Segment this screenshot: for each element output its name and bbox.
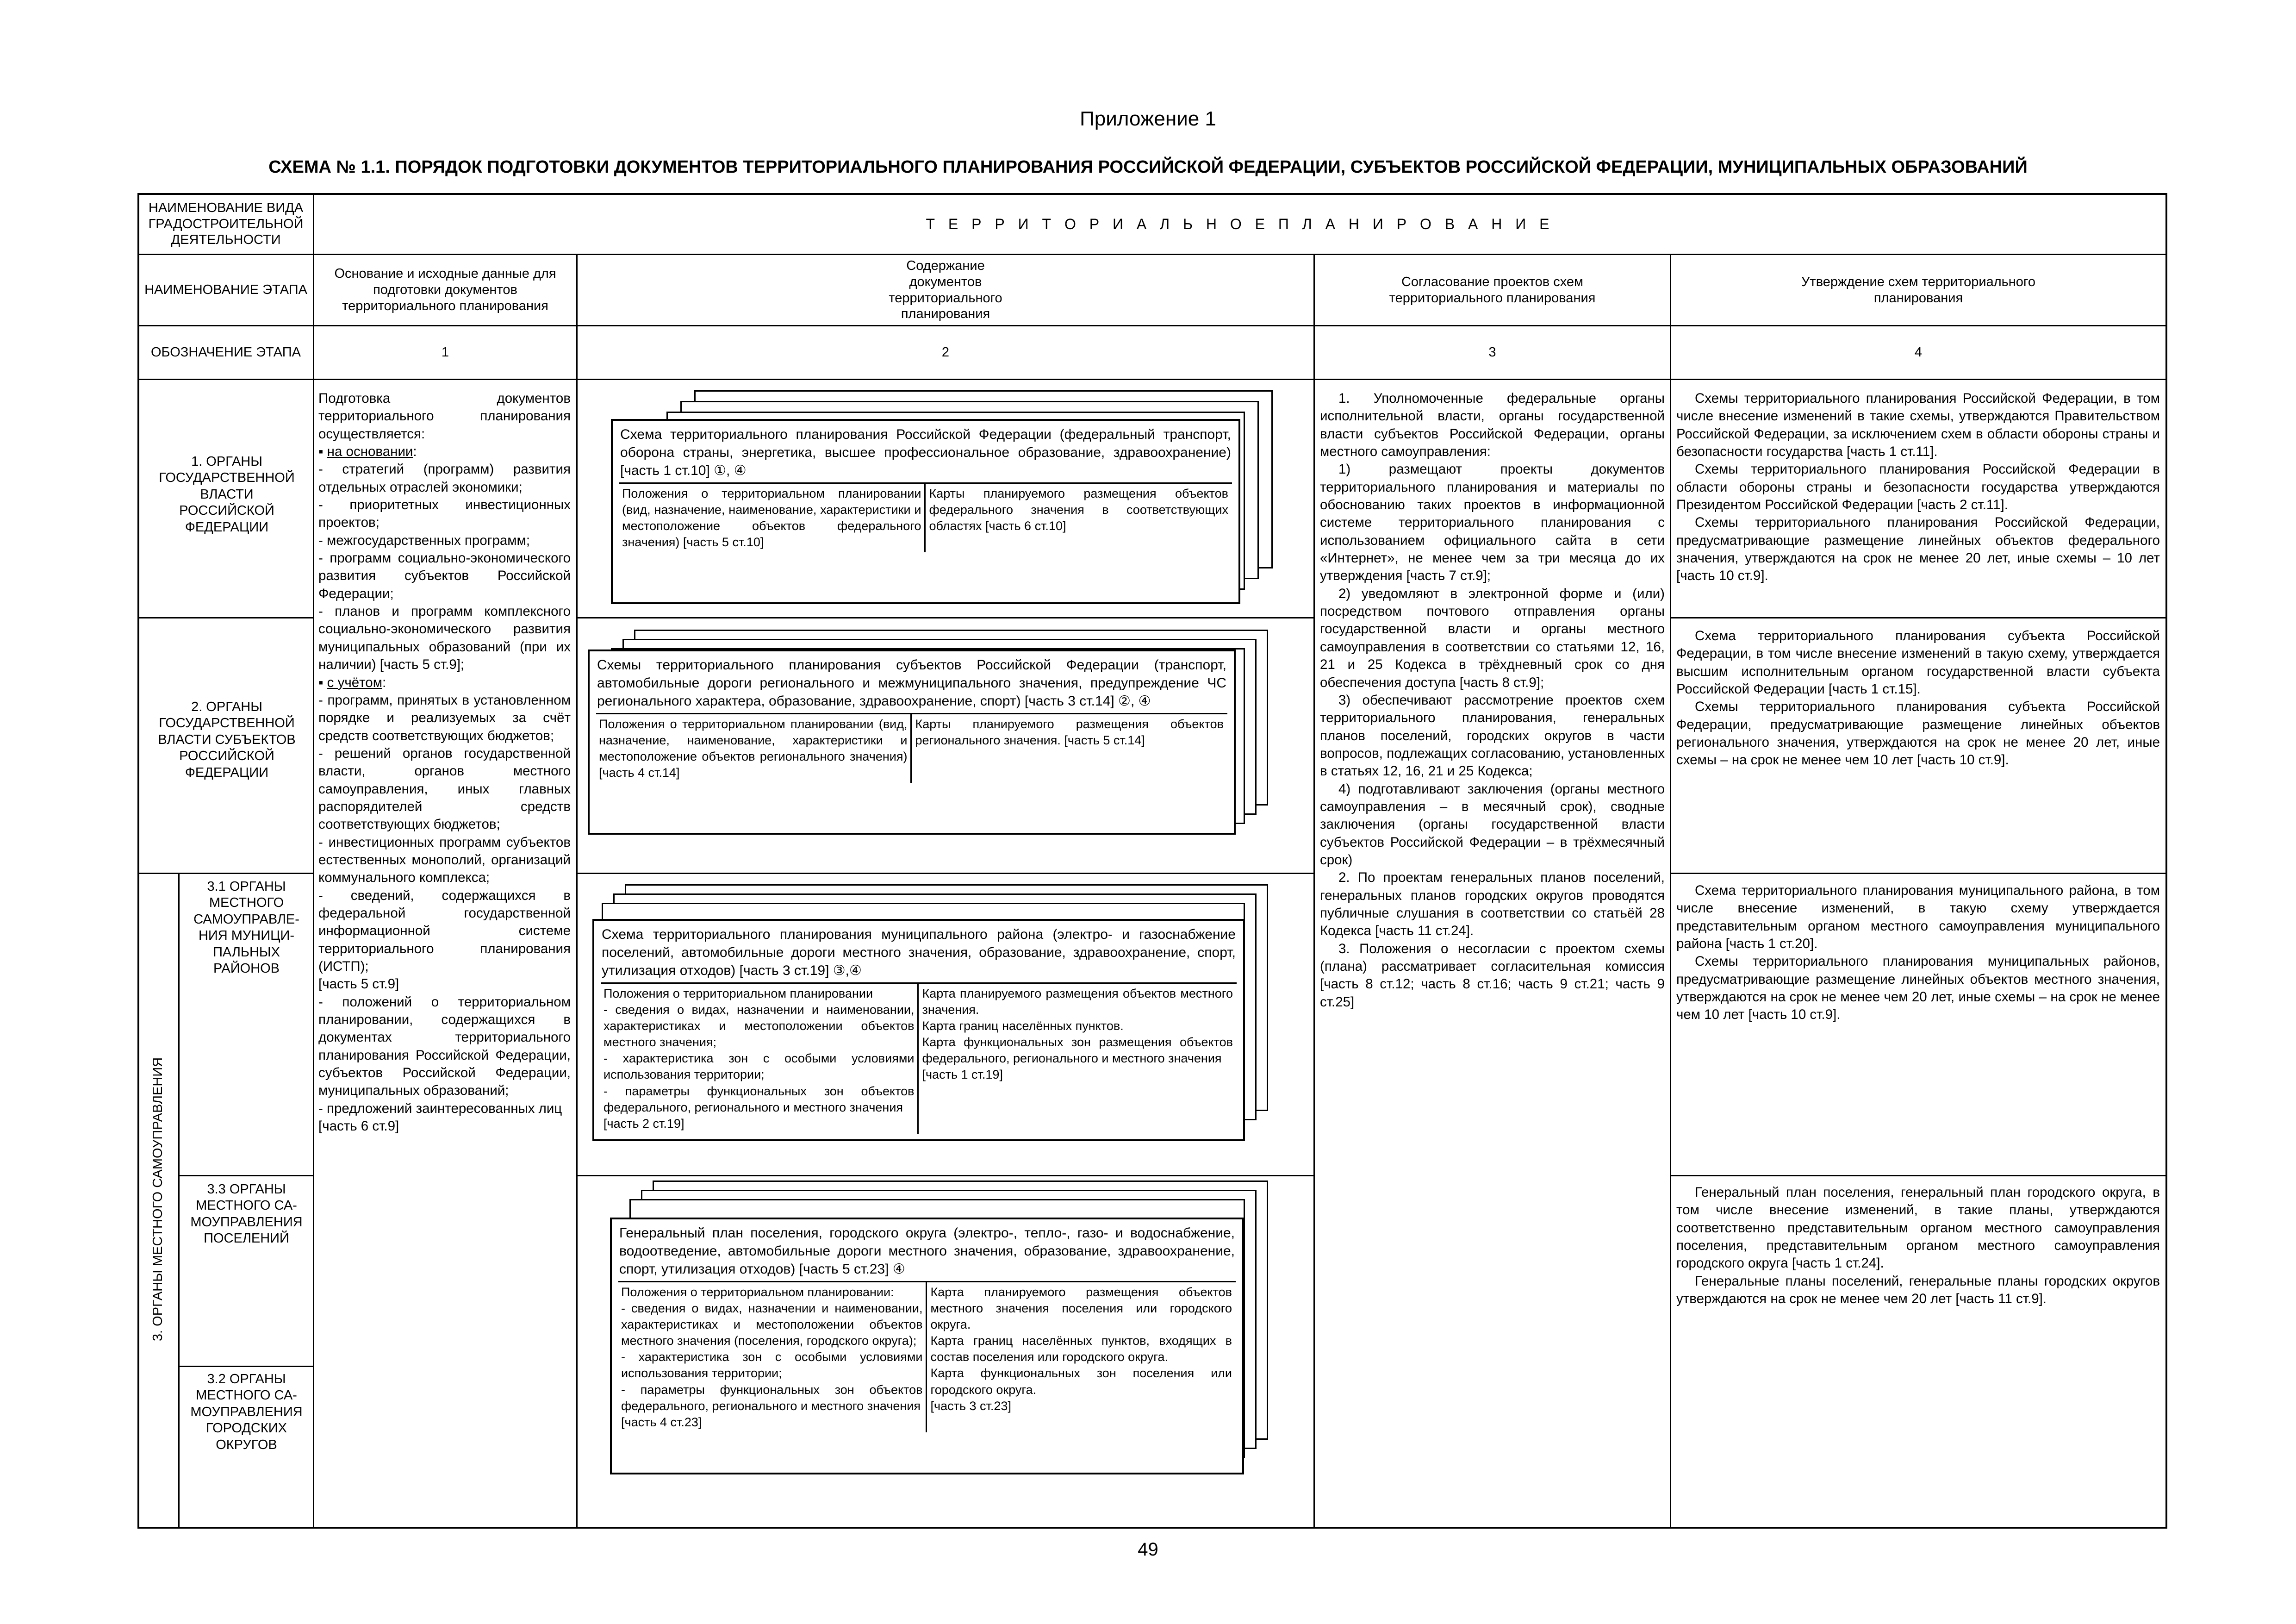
- district-scheme-title: Схема территориального планирования муниципального района (электро- и газоснабжение поселений, автомобильные дороги местного значения, образование, здравоохранение, спорт, утилизация отходов) [часть 3 ст.19] ③,④: [602, 927, 1236, 978]
- stage-1-code: 1: [441, 345, 449, 360]
- approval-district-text: Схема территориального планирования муниципального района, в том числе внесение изменений, в такую схему утверждается представительным органом местного самоуправления муниципального района [часть 1 ст.20]. Схемы территориального планирования муниципальных районов, предусматривающие размещение линейных объектов местного значения, утверждаются на срок не менее чем 20 лет, иные схемы – на срок не менее чем 10 лет [часть 10 ст.9].: [1676, 883, 2160, 1023]
- page-number: 49: [1138, 1539, 1158, 1560]
- stage-4-code: 4: [1914, 345, 1923, 360]
- stage-code-label: ОБОЗНАЧЕНИЕ ЭТАПА: [150, 345, 301, 360]
- approval-federal-text: Схемы территориального планирования Российской Федерации, в том числе внесение изменений в такие схемы, утверждаются Правительством Российской Федерации, за исключением схем в области обороны страны и безопасности государства [часть 1 ст.11]. Схемы территориального планирования Российской Федерации в области обороны страны и безопасности государства утверждаются Президентом Российской Федерации [часть 2 ст.11]. Схемы территориального планирования Российской Федерации, предусматривающие размещение линейных объектов федерального значения, утверждаются на срок не менее 20 лет, иные схемы – 10 лет [часть 10 ст.9].: [1676, 391, 2160, 584]
- general-plan-box: [610, 1218, 1244, 1474]
- general-plan-maps: Карта планируемого размещения объектов местного значения поселения или городского округа. Карта границ населённых пунктов, входящих в состав поселения или городского округа. Карта функциональных зон поселения или городского округа. [часть 3 ст.23]: [930, 1285, 1232, 1413]
- stage-name-label: НАИМЕНОВАНИЕ ЭТАПА: [144, 282, 307, 298]
- general-plan-title: Генеральный план поселения, городского округа (электро-, тепло-, газо- и водоснабжение, водоотведение, автомобильные дороги местного значения, образование, здравоохранение, спорт, утилизация отходов) [часть 5 ст.23] ④: [619, 1225, 1235, 1277]
- row-local-group-label: 3. ОРГАНЫ МЕСТНОГО САМОУПРАВЛЕНИЯ: [150, 1057, 166, 1341]
- stage-3-code: 3: [1488, 345, 1496, 360]
- stage-4-name: Утверждение схем территориального планирования: [1801, 274, 2035, 306]
- federal-scheme-title: Схема территориального планирования Российской Федерации (федеральный транспорт, оборона страны, энергетика, высшее профессиональное образование, здравоохранение) [часть 1 ст.10] ①, ④: [620, 427, 1231, 478]
- stage-2-code: 2: [941, 345, 950, 360]
- stage-3-name: Согласование проектов схем территориального планирования: [1389, 274, 1596, 306]
- activity-type-value: Т Е Р Р И Т О Р И А Л Ь Н О Е П Л А Н И Р О В А Н И Е: [926, 215, 1554, 232]
- district-scheme-box: [592, 919, 1245, 1141]
- row-district-label: 3.1 ОРГАНЫ МЕСТНОГО САМОУПРАВЛЕ-НИЯ МУНИЦИ-ПАЛЬНЫХ РАЙОНОВ: [193, 879, 299, 976]
- district-maps: Карта планируемого размещения объектов местного значения. Карта границ населённых пунктов. Карта функциональных зон размещения объектов федерального, регионального и местного значения [часть 1 ст.19]: [922, 987, 1233, 1082]
- subject-provisions: Положения о территориальном планировании (вид, назначение, наименование, характеристики и местоположение объектов регионального значения) [часть 4 ст.14]: [596, 714, 912, 783]
- subject-scheme-title: Схемы территориального планирования субъектов Российской Федерации (транспорт, автомобильные дороги регионального и межмуниципального значения, предупреждение ЧС регионального характера, образование, здравоохранение, спорт) [часть 3 ст.14] ②, ④: [597, 657, 1226, 709]
- approval-subject-text: Схема территориального планирования субъекта Российской Федерации, в том числе внесение изменений в такую схему, утверждается высшим исполнительным органом государственной власти субъекта Российской Федерации [часть 1 ст.15]. Схемы территориального планирования субъекта Российской Федерации, предусматривающие размещение линейных объектов регионального значения, утверждаются на срок не менее 20 лет, иные схемы – на срок не менее чем 10 лет [часть 10 ст.9].: [1676, 628, 2160, 768]
- general-plan-provisions: Положения о территориальном планировании: - сведения о видах, назначении и наименовании, характеристиках и местоположении объектов местного значения (поселения, городского округа); - характеристика зон с особыми условиями использования территории; - параметры функциональных зон объектов федерального, регионального и местного значения [часть 4 ст.23]: [618, 1282, 927, 1432]
- row-city-district-label: 3.2 ОРГАНЫ МЕСТНОГО СА-МОУПРАВЛЕНИЯ ГОРОДСКИХ ОКРУГОВ: [190, 1372, 303, 1452]
- federal-scheme-box: [611, 419, 1240, 604]
- row-subject-label: 2. ОРГАНЫ ГОСУДАРСТВЕННОЙ ВЛАСТИ СУБЪЕКТОВ РОССИЙСКОЙ ФЕДЕРАЦИИ: [158, 700, 296, 780]
- subject-maps: Карты планируемого размещения объектов регионального значения. [часть 5 ст.14]: [915, 717, 1224, 748]
- activity-type-label: НАИМЕНОВАНИЕ ВИДА ГРАДОСТРОИТЕЛЬНОЙ ДЕЯТЕЛЬНОСТИ: [148, 200, 304, 248]
- page-title: СХЕМА № 1.1. ПОРЯДОК ПОДГОТОВКИ ДОКУМЕНТОВ ТЕРРИТОРИАЛЬНОГО ПЛАНИРОВАНИЯ РОССИЙСКОЙ ФЕДЕРАЦИИ, СУБЪЕКТОВ РОССИЙСКОЙ ФЕДЕРАЦИИ, МУНИЦИПАЛЬНЫХ ОБРАЗОВАНИЙ: [268, 157, 2028, 177]
- subject-scheme-box: [588, 650, 1236, 835]
- basis-text: Подготовка документов территориального планирования осуществляется: ▪ на основании: - стратегий (программ) развития отдельных отраслей экономики; - приоритетных инвестиционных проектов; - межгосударственных программ; - программ социально-экономического развития субъектов Российской Федерации; - планов и программ комплексного социально-экономического развития муниципальных образований (при их наличии) [часть 5 ст.9]; ▪ с учётом: - программ, принятых в установленном порядке и реализуемых за счёт средств соответствующих бюджетов; - решений органов государственной власти, органов местного самоуправления, иных главных распорядителей средств соответствующих бюджетов; - инвестиционных программ субъектов естественных монополий, организаций коммунального комплекса; - сведений, содержащихся в федеральной государственной информационной системе территориального планирования (ИСТП); [часть 5 ст.9] - положений о территориальном планировании, содержащихся в документах территориального планирования Российской Федерации, субъектов Российской Федерации, муниципальных образований; - предложений заинтересованных лиц [часть 6 ст.9]: [318, 391, 571, 1134]
- approval-procedure-text: 1. Уполномоченные федеральные органы исполнительной власти, органы государственной власти субъектов Российской Федерации, органы местного самоуправления: 1) размещают проекты документов территориального планирования и материалы по обоснованию таких проектов в информационной системе территориального планирования с использованием официального сайта в сети «Интернет», не менее чем за три месяца до их утверждения [часть 7 ст.9]; 2) уведомляют в электронной форме и (или) посредством почтового отправления органы государственной власти и органы местного самоуправления в соответствии со статьями 12, 16, 21 и 25 Кодекса в трёхдневный срок со дня обеспечения доступа [часть 8 ст.9]; 3) обеспечивают рассмотрение проектов схем территориального планирования, генеральных планов поселений, городских округов в части вопросов, подлежащих согласованию, установленных в статьях 12, 16, 21 и 25 Кодекса; 4) подготавливают заключения (органы местного самоуправления – в месячный срок), сводные заключения (органы государственной власти субъектов Российской Федерации – в трёхмесячный срок) 2. По проектам генеральных планов поселений, генеральных планов городских округов проводятся публичные слушания в соответствии со статьёй 28 Кодекса [часть 11 ст.24]. 3. Положения о несогласии с проектом схемы (плана) рассматривает согласительная комиссия [часть 8 ст.12; часть 8 ст.16; часть 9 ст.21; часть 9 ст.25]: [1320, 391, 1665, 1010]
- district-provisions: Положения о территориальном планировании - сведения о видах, назначении и наименовании, характеристиках и местоположении объектов местного значения; - характеристика зон с особыми условиями использования территории; - параметры функциональных зон объектов федерального, регионального и местного значения [часть 2 ст.19]: [601, 984, 919, 1134]
- federal-provisions: Положения о территориальном планировании (вид, назначение, наименование, характеристики и местоположение объектов федерального значения) [часть 5 ст.10]: [619, 484, 926, 552]
- federal-maps: Карты планируемого размещения объектов федерального значения в соответствующих областях [часть 6 ст.10]: [929, 487, 1228, 533]
- row-settlement-label: 3.3 ОРГАНЫ МЕСТНОГО СА-МОУПРАВЛЕНИЯ ПОСЕЛЕНИЙ: [190, 1182, 303, 1246]
- stage-2-name: Содержание документов территориального планирования: [889, 258, 1002, 322]
- row-federal-label: 1. ОРГАНЫ ГОСУДАРСТВЕННОЙ ВЛАСТИ РОССИЙСКОЙ ФЕДЕРАЦИИ: [159, 454, 295, 535]
- stage-1-name: Основание и исходные данные для подготовки документов территориального планирования: [334, 266, 556, 313]
- appendix-label: Приложение 1: [1080, 107, 1216, 130]
- approval-general-plan-text: Генеральный план поселения, генеральный план городского округа, в том числе внесение изменений, в такие планы, утверждаются соответственно представительным органом местного самоуправления поселения, представительным органом местного самоуправления городского округа [часть 1 ст.24]. Генеральные планы поселений, генеральные планы городских округов утверждаются на срок не менее чем 20 лет [часть 11 ст.9].: [1676, 1185, 2160, 1307]
